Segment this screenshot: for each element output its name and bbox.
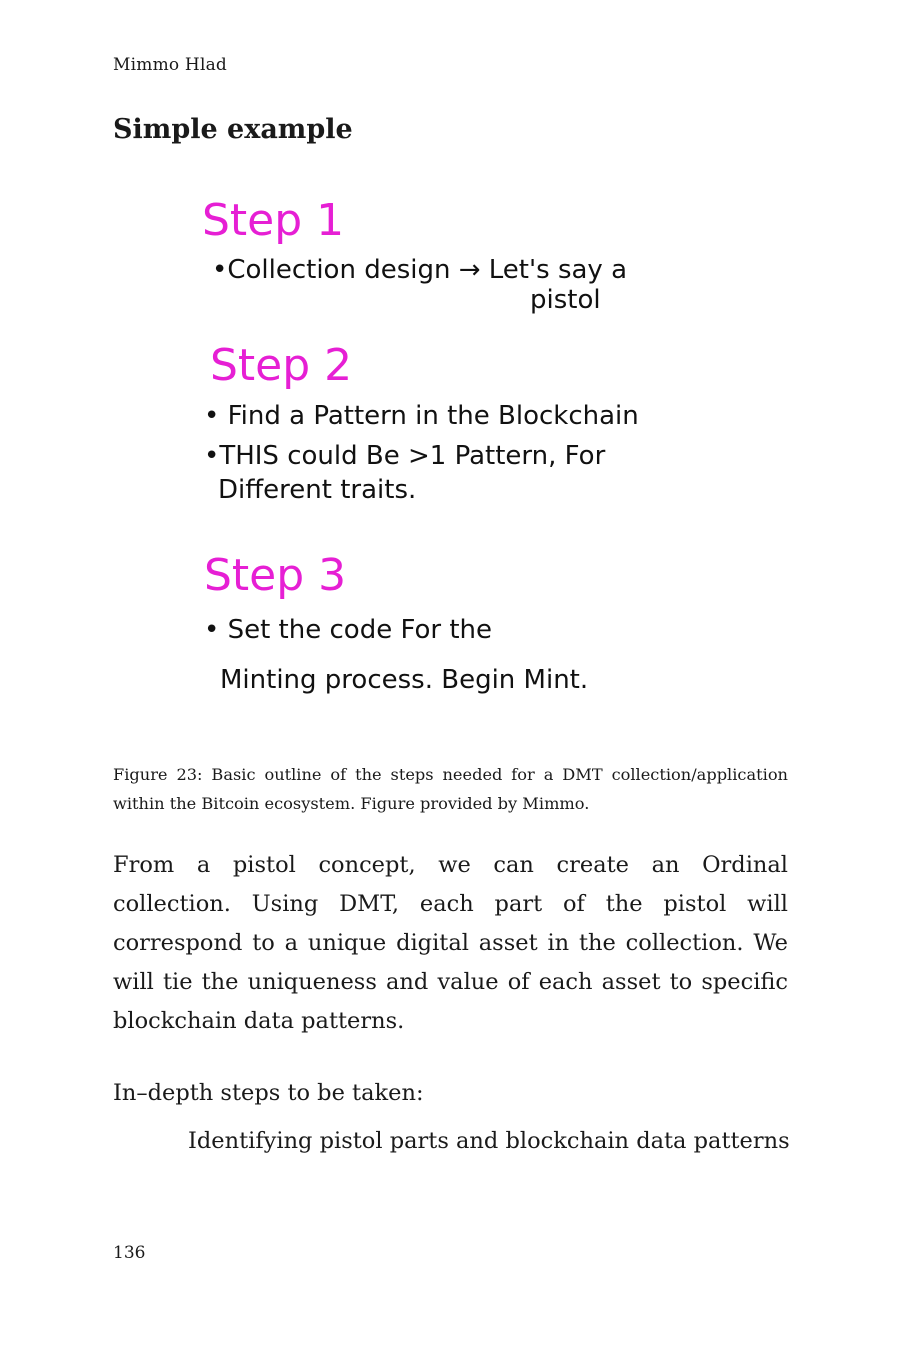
step-2-line-1: • Find a Pattern in the Blockchain [204, 401, 639, 431]
figure-caption: Figure 23: Basic outline of the steps needed for a DMT collection/application within the Bitcoin ecosystem. Figure provided by Mimmo. [113, 765, 788, 813]
step-3-heading: Step 3 [204, 550, 347, 601]
step-2-line-3: Different traits. [218, 475, 417, 505]
body-paragraph: From a pistol concept, we can create an Ordinal collection. Using DMT, each part of the pistol will correspond to a unique digital asset in the collection. We will tie the uniqueness and value of each asset to specific blockchain data patterns. [113, 852, 788, 1034]
step-3-line-2: Minting process. Begin Mint. [220, 665, 589, 695]
section-title: Simple example [113, 114, 353, 145]
step-1-line-2: pistol [530, 285, 601, 315]
page-number: 136 [113, 1243, 146, 1263]
steps-lead: In–depth steps to be taken: [113, 1080, 424, 1106]
step-list-item: Identifying pistol parts and blockchain data patterns [188, 1128, 790, 1154]
step-1-heading: Step 1 [202, 195, 345, 246]
handwritten-steps-illustration [190, 180, 710, 720]
step-1-line-1: •Collection design → Let's say a [212, 255, 628, 285]
step-3-line-1: • Set the code For the [204, 615, 493, 645]
step-2-line-2: •THIS could Be >1 Pattern, For [204, 441, 606, 471]
handwritten-figure [190, 180, 710, 720]
step-2-heading: Step 2 [210, 340, 353, 391]
running-head: Mimmo Hlad [113, 55, 228, 75]
